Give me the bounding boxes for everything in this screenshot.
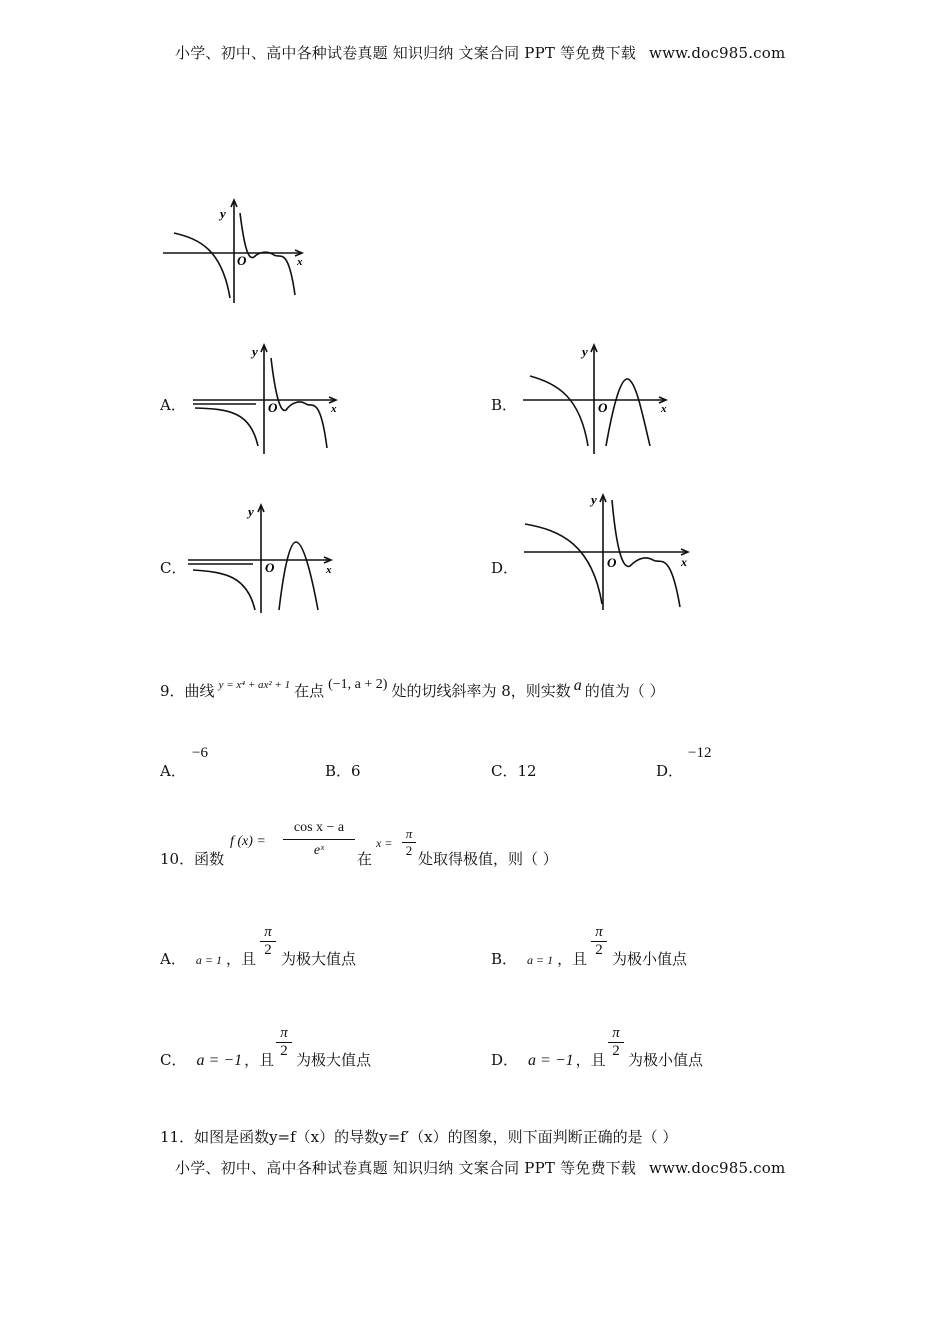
q9-text-4: 的值为（ ）	[584, 682, 665, 700]
q9-option-b[interactable]	[325, 760, 361, 781]
q9-curve-formula: y = x⁴ + ax² + 1	[218, 679, 291, 691]
page-footer	[175, 1157, 785, 1178]
x-label: x	[681, 555, 687, 569]
q8-option-c-label[interactable]: C．	[160, 559, 187, 577]
y-label: y	[582, 344, 588, 359]
q10-x-equals: x =	[376, 836, 393, 850]
q10-option-c-mid: ，且	[244, 1051, 275, 1069]
q9-option-d-value[interactable]: −12	[688, 745, 712, 761]
q10-function-numerator: cos x − a	[293, 820, 345, 835]
q10-option-b[interactable]	[491, 948, 587, 969]
curve-right-branch	[606, 379, 650, 446]
question-11: 11．如图是函数y=f（x）的导数y=f′（x）的图象，则下面判断正确的是（ ）	[160, 1128, 678, 1146]
q9-option-c-label: C．	[491, 762, 518, 780]
q10-option-d[interactable]	[491, 1049, 606, 1070]
q9-text-3: 处的切线斜率为 8，则实数	[391, 682, 571, 700]
q9-text-1: 曲线	[184, 682, 215, 700]
q10-option-a-condition: a = 1	[195, 953, 222, 967]
curve-left-branch	[193, 570, 255, 610]
q10-option-d-fraction	[608, 1025, 624, 1060]
q9-option-c-value: 12	[517, 762, 537, 780]
page-header	[175, 42, 785, 63]
q10-option-d-mid: ，且	[575, 1051, 606, 1069]
q10-option-c[interactable]	[160, 1049, 274, 1070]
origin-label: O	[607, 555, 617, 570]
q8-option-d-label[interactable]: D．	[491, 559, 519, 577]
x-label: x	[297, 256, 303, 268]
q10-option-b-pi: π	[595, 924, 603, 940]
q10-option-c-pi: π	[280, 1025, 288, 1041]
q10-option-b-condition: a = 1	[527, 953, 554, 967]
q10-option-b-tail[interactable]: 为极小值点	[612, 950, 688, 968]
q9-option-d-label[interactable]: D．	[656, 762, 684, 780]
y-label: y	[220, 206, 226, 221]
q10-function-fraction	[283, 820, 355, 859]
header-text: 小学、初中、高中各种试卷真题 知识归纳 文案合同 PPT 等免费下载	[175, 44, 637, 62]
origin-label: O	[598, 400, 608, 415]
q10-two: 2	[402, 842, 416, 859]
q10-number: 10．	[160, 850, 195, 868]
q9-text-2: 在点	[294, 682, 325, 700]
q9-number: 9．	[160, 682, 185, 700]
q9-option-c[interactable]	[491, 760, 537, 781]
q10-function-lhs: f (x) =	[230, 834, 266, 849]
q10-pi: π	[405, 826, 413, 841]
q8-option-a-graph[interactable]	[190, 342, 345, 457]
curve-left-branch	[174, 233, 230, 298]
q10-option-d-tail[interactable]: 为极小值点	[628, 1051, 704, 1069]
footer-url: www.doc985.com	[649, 1159, 786, 1177]
q9-option-b-value: 6	[351, 762, 361, 780]
x-label: x	[661, 403, 667, 415]
q10-option-a-pi: π	[264, 924, 272, 940]
origin-label: O	[237, 253, 247, 268]
q8-option-a-label[interactable]: A．	[160, 396, 186, 414]
q9-option-b-label: B．	[325, 762, 352, 780]
curve-right-branch	[279, 542, 318, 610]
q10-option-d-two: 2	[608, 1042, 624, 1060]
q10-option-a-fraction	[260, 924, 276, 959]
q8-option-d-graph[interactable]	[520, 490, 700, 615]
q10-option-c-label: C．	[160, 1051, 187, 1069]
q9-point: (−1, a + 2)	[328, 677, 388, 692]
q10-option-c-condition: a = −1	[196, 1052, 243, 1069]
q8-option-b-label[interactable]: B．	[491, 396, 518, 414]
q10-text-1: 函数	[194, 850, 225, 868]
curve-left-branch	[525, 524, 602, 604]
curve-left-branch	[195, 408, 258, 446]
q10-option-c-fraction	[276, 1025, 292, 1060]
q10-text-3: 处取得极值，则（ ）	[418, 850, 558, 868]
origin-label: O	[268, 400, 278, 415]
q10-text-2: 在	[357, 850, 373, 868]
q10-option-d-condition: a = −1	[528, 1052, 574, 1069]
q10-option-d-pi: π	[612, 1025, 620, 1041]
q10-option-d-label: D．	[491, 1051, 519, 1069]
q10-number-and-text	[160, 848, 224, 869]
q10-option-a-tail[interactable]: 为极大值点	[281, 950, 357, 968]
origin-label: O	[265, 560, 275, 575]
curve-right-branch	[612, 500, 680, 607]
q10-option-a-label: A．	[160, 950, 186, 968]
y-label: y	[252, 344, 258, 359]
curve-right-branch	[271, 358, 327, 448]
q10-option-b-two: 2	[591, 941, 607, 959]
q9-option-a-label[interactable]: A．	[160, 762, 186, 780]
q10-option-c-two: 2	[276, 1042, 292, 1060]
curve-right-branch	[240, 213, 295, 295]
q8-option-b-graph[interactable]	[520, 342, 675, 457]
q8-main-graph	[160, 195, 310, 307]
q10-option-b-label: B．	[491, 950, 518, 968]
footer-text: 小学、初中、高中各种试卷真题 知识归纳 文案合同 PPT 等免费下载	[175, 1159, 637, 1177]
q8-option-c-graph[interactable]	[185, 500, 340, 618]
question-9	[160, 677, 665, 701]
q10-option-c-tail[interactable]: 为极大值点	[296, 1051, 372, 1069]
q10-option-b-fraction	[591, 924, 607, 959]
q9-option-a-value[interactable]: −6	[192, 745, 208, 761]
q10-option-a-two: 2	[260, 941, 276, 959]
q10-option-a[interactable]	[160, 948, 256, 969]
y-label: y	[591, 492, 597, 507]
curve-left-branch	[530, 376, 588, 446]
q10-function-denominator: eˣ	[283, 839, 355, 859]
q10-option-b-mid: ，且	[557, 950, 588, 968]
q10-pi-over-two	[402, 826, 416, 859]
y-label: y	[248, 504, 254, 519]
x-label: x	[326, 564, 332, 576]
x-label: x	[331, 403, 337, 415]
header-url: www.doc985.com	[649, 44, 786, 62]
q10-option-a-mid: ，且	[225, 950, 256, 968]
q9-variable: a	[573, 677, 582, 694]
